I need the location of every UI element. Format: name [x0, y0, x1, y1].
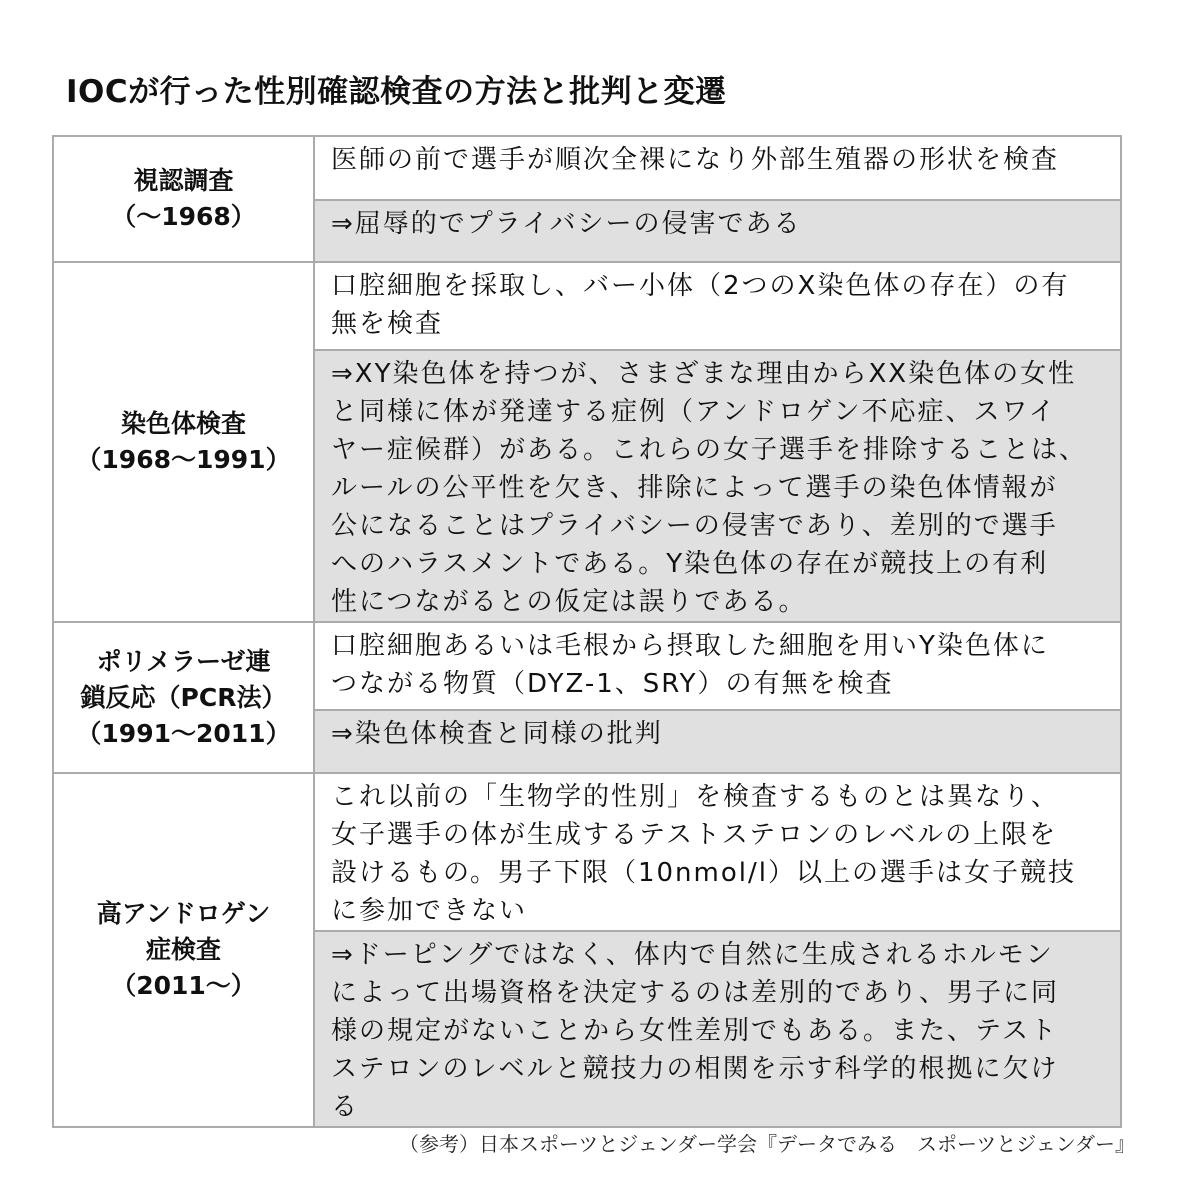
category-line: （1991〜2011） — [76, 718, 291, 748]
table-row — [53, 622, 1121, 710]
criticism-cell — [314, 710, 1121, 773]
inspection-table — [52, 135, 1122, 1128]
criticism-cell-line: る — [331, 1092, 360, 1122]
criticism-cell — [314, 350, 1121, 622]
category-cell — [53, 262, 314, 622]
method-cell-line: 口腔細胞を採取し、バー小体（2つのX染色体の存在）の有 — [331, 271, 1070, 301]
category-line: 症検査 — [145, 935, 221, 964]
category-cell — [53, 773, 314, 1127]
category-line: （1968〜1991） — [76, 445, 291, 474]
method-cell-line: 女子選手の体が生成するテストステロンのレベルの上限を — [331, 820, 1058, 850]
criticism-cell-line: ステロンのレベルと競技力の相関を示す科学的根拠に欠け — [331, 1054, 1059, 1084]
category-cell — [53, 622, 314, 773]
criticism-cell-line: 性につながるとの仮定は誤りである。 — [331, 587, 807, 617]
criticism-cell-line: ⇒XY染色体を持つが、さまざまな理由からXX染色体の女性 — [331, 359, 1077, 389]
source-note: （参考）日本スポーツとジェンダー学会『データでみる スポーツとジェンダー』 — [399, 1132, 1135, 1156]
criticism-cell — [314, 931, 1121, 1127]
criticism-cell-line: 様の規定がないことから女性差別でもある。また、テスト — [331, 1016, 1058, 1046]
method-cell-line: 無を検査 — [331, 309, 444, 339]
method-cell-line: これ以前の「生物学的性別」を検査するものとは異なり、 — [331, 782, 1060, 812]
criticism-cell-line: 公になることはプライバシーの侵害であり、差別的で選手 — [331, 511, 1058, 541]
method-cell-line: つながる物質（DYZ-1、SRY）の有無を検査 — [331, 669, 894, 699]
method-cell — [314, 136, 1121, 200]
method-cell-line: 設けるもの。男子下限（10nmol/l）以上の選手は女子競技 — [331, 858, 1076, 888]
table-row — [53, 262, 1121, 350]
page-title: IOCが行った性別確認検査の方法と批判と変遷 — [66, 74, 727, 110]
criticism-cell-line: ルールの公平性を欠き、排除によって選手の染色体情報が — [331, 473, 1058, 503]
category-line: （2011〜） — [111, 971, 256, 1000]
category-line: ポリメラーゼ連 — [96, 646, 271, 676]
criticism-cell-line: によって出場資格を決定するのは差別的であり、男子に同 — [331, 978, 1060, 1008]
category-cell — [53, 136, 314, 262]
method-cell — [314, 622, 1121, 710]
category-line: 視認調査 — [133, 166, 234, 195]
criticism-cell — [314, 200, 1121, 262]
category-line: （〜1968） — [111, 202, 256, 231]
criticism-cell-line: へのハラスメントである。Y染色体の存在が競技上の有利 — [331, 549, 1049, 579]
criticism-cell-line: ⇒屈辱的でプライバシーの侵害である — [331, 209, 802, 239]
table-row — [53, 773, 1121, 931]
category-line: 鎖反応（PCR法） — [80, 682, 287, 712]
category-line: 染色体検査 — [120, 409, 246, 438]
method-cell-line: 医師の前で選手が順次全裸になり外部生殖器の形状を検査 — [331, 145, 1060, 175]
method-cell-line: 口腔細胞あるいは毛根から摂取した細胞を用いY染色体に — [331, 631, 1049, 661]
criticism-cell-line: と同様に体が発達する症例（アンドロゲン不応症、スワイ — [331, 397, 1057, 427]
method-cell — [314, 262, 1121, 350]
method-cell-line: に参加できない — [331, 896, 528, 926]
criticism-cell-line: ⇒ドーピングではなく、体内で自然に生成されるホルモン — [331, 940, 1054, 970]
category-line: 高アンドロゲン — [96, 899, 271, 928]
criticism-cell-line: ヤー症候群）がある。これらの女子選手を排除することは、 — [331, 435, 1088, 465]
table-row — [53, 136, 1121, 200]
method-cell — [314, 773, 1121, 931]
criticism-cell-line: ⇒染色体検査と同様の批判 — [331, 719, 663, 749]
